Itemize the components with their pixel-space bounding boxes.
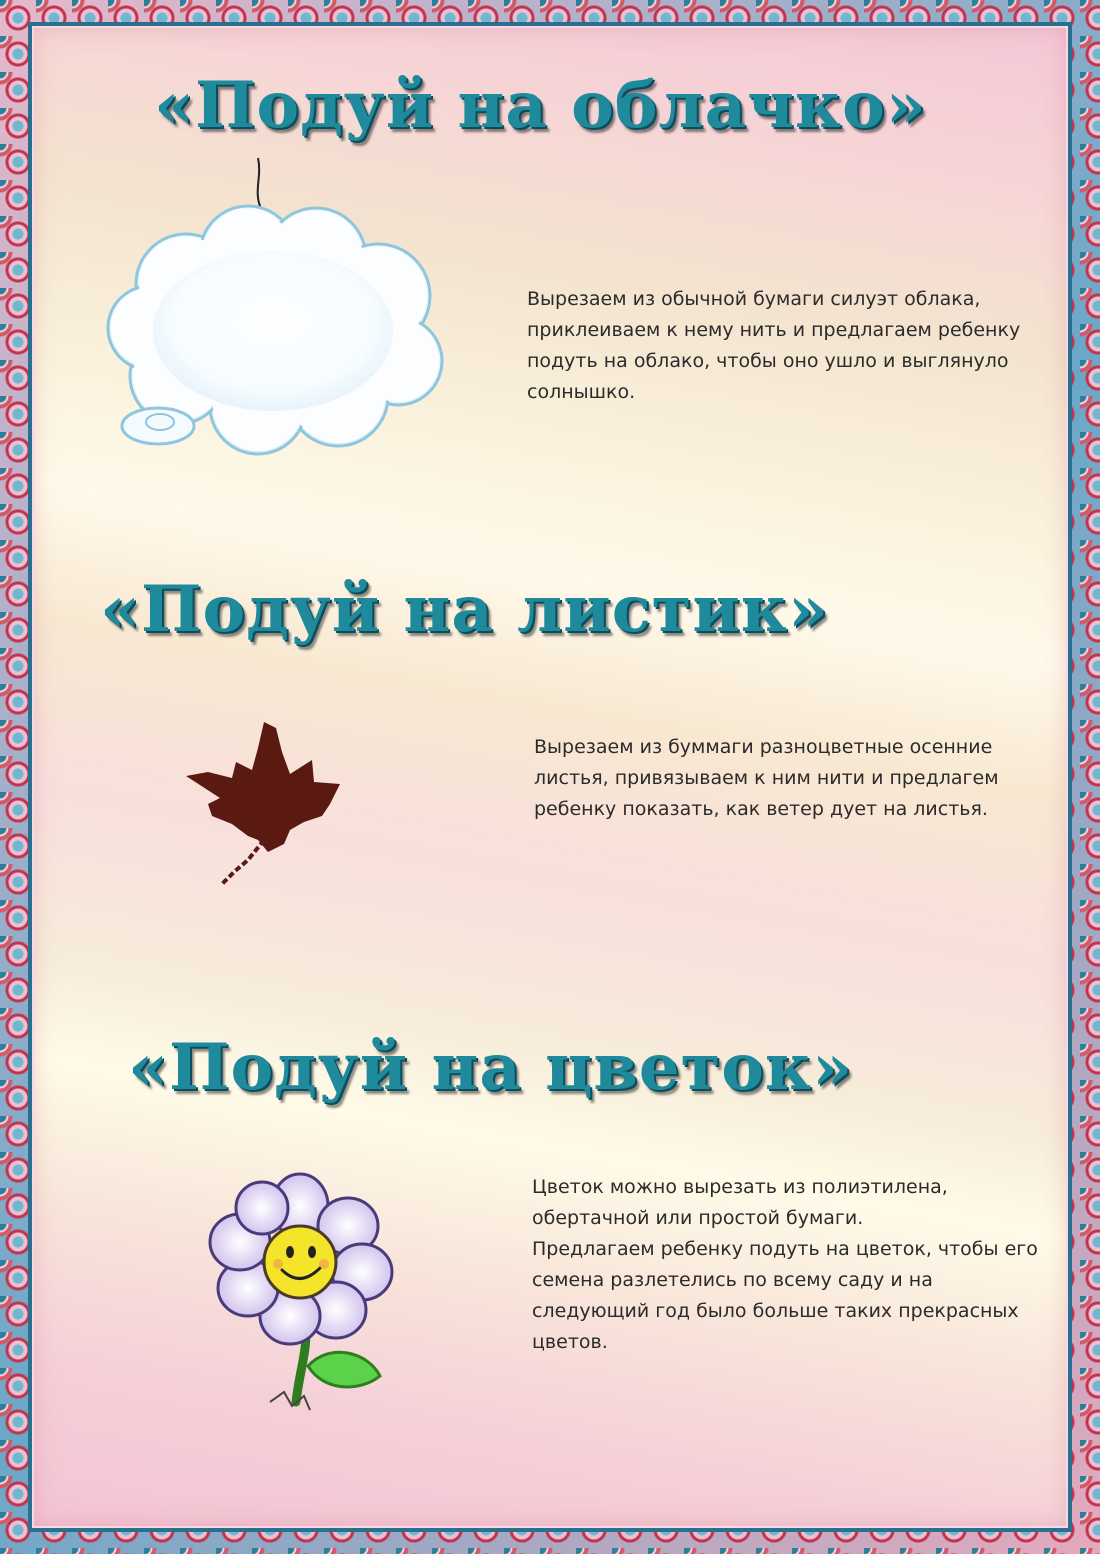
flower-leaf [308, 1352, 380, 1387]
section-text-cloud: Вырезаем из обычной бумаги силуэт облака, приклеиваем к нему нить и предлагаем ребенку подуть на облако, чтобы оно ушло и выглянуло солнышко. [527, 288, 1021, 403]
section-text-leaf: Вырезаем из буммаги разноцветные осенние листья, привязываем к ним нити и предлагем ребенку показать, как ветер дует на листья. [534, 736, 999, 820]
content-panel [28, 22, 1072, 1532]
section-title-cloud: «Подуй на облачко» [154, 68, 927, 143]
section-title-leaf: «Подуй на листик» [100, 572, 829, 647]
cloud-with-string-icon [98, 156, 450, 476]
section-text-flower: Цветок можно вырезать из полиэтилена, обертачной или простой бумаги. Предлагаем ребенку подуть на цветок, чтобы его семена разлетелись по всему саду и на следующий год было больше таких прекрасных цветов. [532, 1176, 1038, 1353]
maple-leaf-icon [172, 712, 352, 892]
section-title-flower: «Подуй на цветок» [128, 1030, 854, 1105]
cloud-puff [122, 408, 194, 444]
leaf-stem [222, 840, 264, 884]
smiling-flower-icon [200, 1166, 400, 1426]
